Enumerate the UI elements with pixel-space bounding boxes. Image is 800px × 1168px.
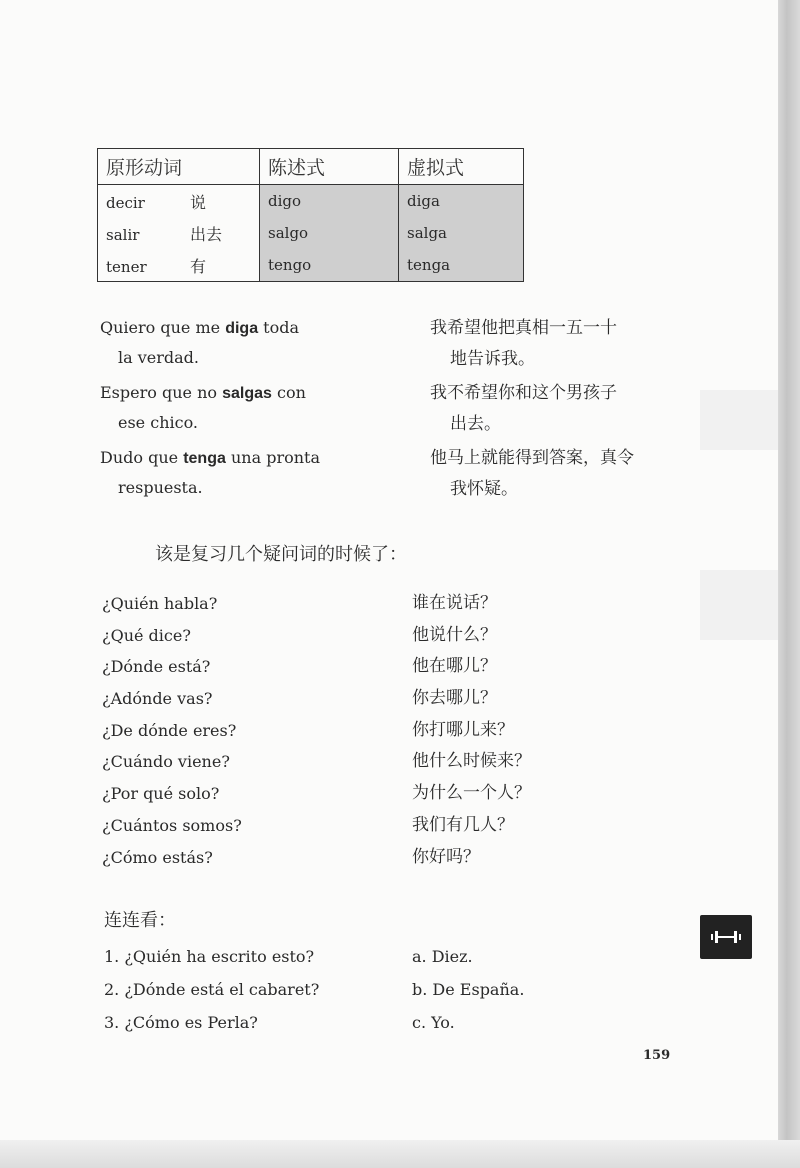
list-item: ¿Cuántos somos?	[102, 815, 242, 835]
exercise-tab	[700, 915, 752, 959]
page-number: 159	[643, 1048, 671, 1063]
meaning: 说	[190, 192, 207, 212]
list-item: c. Yo.	[412, 1013, 455, 1032]
list-item: 你好吗？	[412, 846, 480, 867]
infinitive: decir	[106, 193, 145, 212]
meaning: 有	[190, 256, 207, 276]
list-item: ¿Cuándo viene?	[102, 752, 230, 772]
table-header: 虚拟式	[399, 149, 524, 185]
list-item: ¿Qué dice?	[102, 625, 191, 645]
indicative: salgo	[260, 217, 399, 249]
example-es-2	[100, 378, 306, 437]
example-zh-2	[430, 378, 617, 440]
subjunctive: tenga	[399, 249, 524, 282]
example-verb: salgas	[222, 385, 272, 402]
list-item: a. Diez.	[412, 947, 473, 966]
list-item: 3. ¿Cómo es Perla?	[104, 1013, 258, 1032]
list-item: ¿Adónde vas?	[102, 689, 213, 709]
list-item: 他在哪儿？	[412, 656, 497, 677]
list-item: ¿Dónde está?	[102, 657, 211, 677]
translation-text: 我怀疑。	[450, 479, 518, 499]
example-es-1	[100, 313, 299, 372]
list-item: 他什么时候来？	[412, 751, 531, 772]
question-list	[102, 588, 242, 873]
exercise-questions	[104, 940, 319, 1039]
table-row	[98, 249, 524, 282]
example-text: una pronta	[225, 448, 320, 467]
list-item: 1. ¿Quién ha escrito esto?	[104, 947, 315, 966]
list-item: 你打哪儿来？	[412, 719, 514, 740]
example-zh-3	[430, 443, 634, 505]
question-translation-list	[412, 588, 531, 873]
translation-text: 地告诉我。	[450, 349, 535, 369]
example-text: respuesta.	[118, 478, 203, 497]
dumbbell-icon	[709, 929, 743, 945]
table-header: 原形动词	[98, 149, 260, 185]
verb-table	[97, 148, 524, 282]
indicative: digo	[260, 185, 399, 218]
page-shadow	[700, 390, 778, 450]
page-edge	[778, 0, 800, 1168]
indicative: tengo	[260, 249, 399, 282]
list-item: b. De España.	[412, 980, 525, 999]
example-text: ese chico.	[118, 413, 199, 432]
list-item: 谁在说话？	[412, 593, 497, 613]
example-verb: diga	[225, 320, 259, 337]
example-verb: tenga	[183, 450, 226, 467]
list-item: ¿Por qué solo?	[102, 784, 220, 804]
example-text: toda	[258, 318, 300, 337]
translation-text: 他马上就能得到答案，真令	[430, 448, 634, 468]
example-text: la verdad.	[118, 348, 200, 367]
table-header-row	[98, 149, 524, 185]
translation-text: 我希望他把真相一五一十	[430, 318, 617, 338]
list-item: 2. ¿Dónde está el cabaret?	[104, 980, 320, 999]
example-text: Quiero que me	[100, 318, 226, 337]
table-header: 陈述式	[260, 149, 399, 185]
list-item: 你去哪儿？	[412, 688, 497, 709]
infinitive: tener	[106, 257, 147, 276]
list-item: 我们有几人？	[412, 814, 514, 835]
list-item: ¿Quién habla?	[102, 594, 218, 613]
list-item: ¿Cómo estás?	[102, 847, 213, 867]
subjunctive: diga	[399, 185, 524, 218]
translation-text: 我不希望你和这个男孩子	[430, 383, 617, 403]
subjunctive: salga	[399, 217, 524, 249]
infinitive: salir	[106, 225, 140, 244]
list-item: ¿De dónde eres?	[102, 720, 237, 740]
example-es-3	[100, 443, 320, 502]
section-heading: 该是复习几个疑问词的时候了：	[155, 544, 407, 565]
meaning: 出去	[190, 224, 223, 244]
list-item: 他说什么？	[412, 624, 497, 645]
example-text: Dudo que	[100, 448, 184, 467]
exercise-answers	[412, 940, 524, 1039]
translation-text: 出去。	[450, 414, 501, 434]
table-row	[98, 185, 524, 218]
table-row	[98, 217, 524, 249]
exercise-title: 连连看：	[104, 910, 176, 931]
list-item: 为什么一个人？	[412, 783, 531, 804]
example-text: Espero que no	[100, 383, 223, 402]
example-zh-1	[430, 313, 617, 375]
page-shadow	[700, 570, 778, 640]
page-bottom-edge	[0, 1140, 800, 1168]
example-text: con	[271, 383, 306, 402]
